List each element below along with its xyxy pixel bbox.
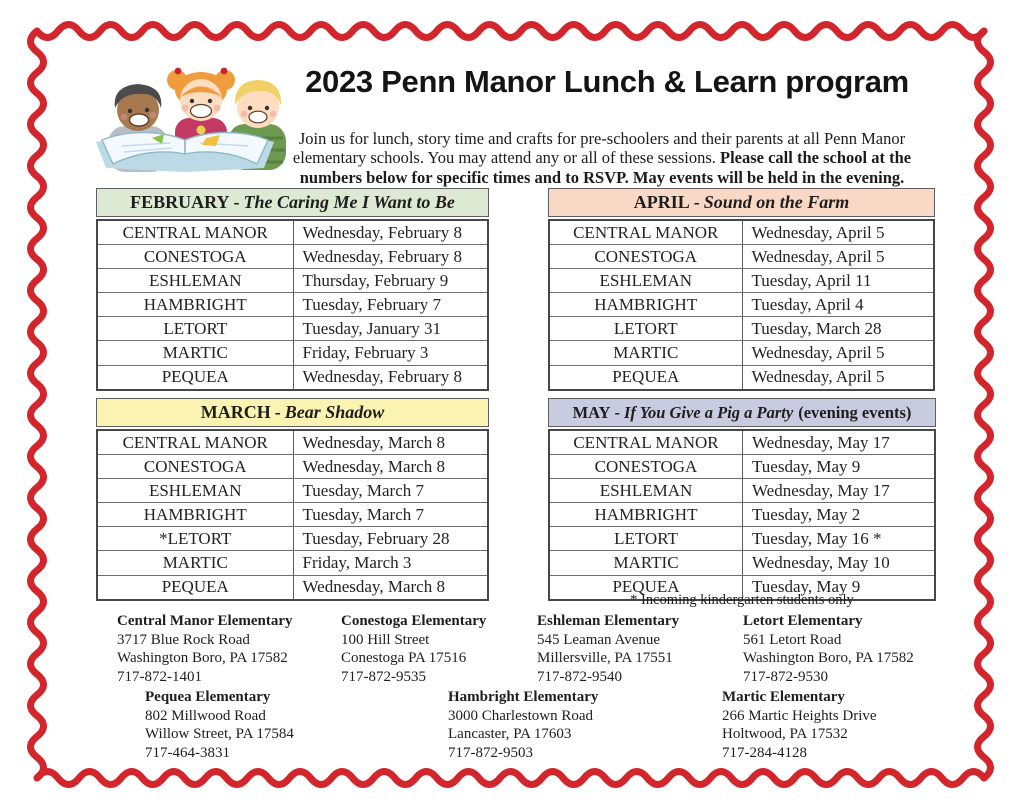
table-row bbox=[98, 221, 487, 244]
school-name: Conestoga Elementary bbox=[341, 613, 487, 629]
school-name-cell: CENTRAL MANOR bbox=[98, 431, 294, 454]
school-street: 3717 Blue Rock Road bbox=[117, 631, 250, 648]
event-date-cell: Tuesday, January 31 bbox=[302, 318, 442, 338]
school-phone: 717-284-4128 bbox=[722, 744, 807, 761]
school-name-cell: PEQUEA bbox=[550, 366, 743, 389]
table-row bbox=[98, 550, 487, 574]
table-row bbox=[98, 268, 487, 292]
march-schedule-table bbox=[96, 398, 489, 601]
school-street: 802 Millwood Road bbox=[145, 707, 266, 724]
event-date-cell: Tuesday, May 9 bbox=[752, 577, 861, 597]
children-reading-illustration bbox=[82, 50, 288, 180]
event-date-cell: Wednesday, April 5 bbox=[751, 367, 885, 387]
april-schedule-rows bbox=[548, 219, 935, 391]
school-name-cell: CENTRAL MANOR bbox=[98, 221, 294, 244]
school-phone: 717-872-9535 bbox=[341, 668, 426, 685]
school-name-cell: CENTRAL MANOR bbox=[550, 221, 743, 244]
school-name-cell: HAMBRIGHT bbox=[98, 503, 294, 526]
event-date-cell: Wednesday, March 8 bbox=[302, 577, 445, 597]
march-table-header bbox=[96, 398, 489, 427]
school-street: 561 Letort Road bbox=[743, 631, 842, 648]
event-date-cell: Tuesday, February 7 bbox=[302, 294, 442, 314]
table-row bbox=[550, 526, 934, 550]
theme-label: The Caring Me I Want to Be bbox=[243, 192, 455, 212]
april-table-header bbox=[548, 188, 935, 217]
school-street: 100 Hill Street bbox=[341, 631, 430, 648]
school-name: Hambright Elementary bbox=[448, 689, 599, 705]
school-name: Eshleman Elementary bbox=[537, 613, 680, 629]
event-date-cell: Thursday, February 9 bbox=[302, 270, 449, 290]
school-name-cell: CONESTOGA bbox=[550, 245, 743, 268]
table-row bbox=[550, 316, 933, 340]
school-phone: 717-872-9503 bbox=[448, 744, 533, 761]
table-row bbox=[550, 268, 933, 292]
table-row bbox=[550, 221, 933, 244]
intro-text bbox=[288, 129, 916, 188]
event-date-cell: Wednesday, May 17 bbox=[752, 480, 890, 500]
school-phone: 717-872-9530 bbox=[743, 668, 828, 685]
event-date-cell: Wednesday, February 8 bbox=[302, 246, 462, 266]
may-table-header bbox=[548, 398, 936, 427]
school-name-cell: ESHLEMAN bbox=[550, 269, 743, 292]
hair-bow bbox=[175, 68, 182, 75]
event-date-cell: Wednesday, April 5 bbox=[751, 246, 885, 266]
table-row bbox=[98, 526, 487, 550]
school-name-cell: CONESTOGA bbox=[550, 455, 743, 478]
table-row bbox=[98, 502, 487, 526]
table-row bbox=[98, 292, 487, 316]
february-table-header bbox=[96, 188, 489, 217]
school-address-pequea bbox=[145, 688, 294, 762]
intro-regular: Join us for lunch, story time and crafts for pre-schoolers and their parents at all Penn Manor elementary schools. You may attend any or all of these sessions. bbox=[292, 128, 906, 167]
february-schedule-rows bbox=[96, 219, 489, 391]
school-name: Letort Elementary bbox=[743, 613, 863, 629]
school-name-cell: LETORT bbox=[98, 317, 294, 340]
school-city: Willow Street, PA 17584 bbox=[145, 726, 294, 742]
event-date-cell: Wednesday, May 17 bbox=[752, 432, 890, 452]
separator: - bbox=[614, 403, 620, 422]
table-row bbox=[550, 244, 933, 268]
school-name-cell: CONESTOGA bbox=[98, 455, 294, 478]
theme-label: Bear Shadow bbox=[284, 402, 385, 422]
event-date-cell: Tuesday, April 4 bbox=[751, 294, 864, 314]
school-street: 545 Leaman Avenue bbox=[537, 631, 661, 648]
school-name-cell: MARTIC bbox=[550, 551, 743, 574]
event-date-cell: Tuesday, April 11 bbox=[751, 270, 872, 290]
school-city: Washington Boro, PA 17582 bbox=[743, 650, 914, 666]
school-name-cell: MARTIC bbox=[98, 341, 294, 364]
school-address-eshleman bbox=[537, 612, 679, 686]
month-label: MARCH bbox=[200, 402, 271, 422]
school-name-cell: CONESTOGA bbox=[98, 245, 294, 268]
event-date-cell: Friday, February 3 bbox=[302, 343, 429, 363]
event-date-cell: Wednesday, April 5 bbox=[751, 343, 885, 363]
table-row bbox=[550, 550, 934, 574]
may-schedule-table bbox=[548, 398, 936, 601]
intro-bold: Please call the school at the numbers below for specific times and to RSVP. May events will be held in the evening. bbox=[299, 148, 912, 187]
month-label: MAY bbox=[572, 403, 611, 422]
event-date-cell: Tuesday, May 16 * bbox=[752, 528, 882, 548]
table-row bbox=[98, 431, 487, 454]
school-street: 3000 Charlestown Road bbox=[448, 707, 593, 724]
separator: - bbox=[233, 192, 240, 212]
page-title: 2023 Penn Manor Lunch & Learn program bbox=[305, 64, 909, 99]
school-name-cell: CENTRAL MANOR bbox=[550, 431, 743, 454]
separator: - bbox=[693, 192, 700, 212]
school-name: Central Manor Elementary bbox=[117, 613, 293, 629]
event-date-cell: Tuesday, February 28 bbox=[302, 528, 450, 548]
event-date-cell: Friday, March 3 bbox=[302, 553, 412, 573]
event-date-cell: Tuesday, March 7 bbox=[302, 504, 425, 524]
school-name-cell: MARTIC bbox=[98, 551, 294, 574]
event-date-cell: Tuesday, May 2 bbox=[752, 504, 861, 524]
event-date-cell: Tuesday, March 28 bbox=[751, 318, 882, 338]
school-name-cell: ESHLEMAN bbox=[550, 479, 743, 502]
table-row bbox=[550, 292, 933, 316]
school-name-cell: ESHLEMAN bbox=[98, 479, 294, 502]
school-city: Conestoga PA 17516 bbox=[341, 650, 467, 666]
event-date-cell: Tuesday, May 9 bbox=[752, 456, 861, 476]
event-date-cell: Wednesday, February 8 bbox=[302, 222, 462, 242]
table-row bbox=[98, 340, 487, 364]
school-name-cell: HAMBRIGHT bbox=[550, 293, 743, 316]
school-city: Lancaster, PA 17603 bbox=[448, 726, 572, 742]
event-date-cell: Wednesday, March 8 bbox=[302, 432, 445, 452]
table-row bbox=[98, 454, 487, 478]
school-name-cell: PEQUEA bbox=[550, 576, 743, 599]
theme-label: If You Give a Pig a Party bbox=[623, 403, 794, 422]
month-label: FEBRUARY bbox=[130, 192, 230, 212]
table-row bbox=[550, 478, 934, 502]
february-schedule-table bbox=[96, 188, 489, 391]
school-phone: 717-464-3831 bbox=[145, 744, 230, 761]
school-street: 266 Martic Heights Drive bbox=[722, 707, 877, 724]
table-row bbox=[98, 365, 487, 389]
school-name-cell: HAMBRIGHT bbox=[550, 503, 743, 526]
month-label: APRIL bbox=[633, 192, 690, 212]
school-address-martic bbox=[722, 688, 877, 762]
school-address-letort bbox=[743, 612, 914, 686]
march-schedule-rows bbox=[96, 429, 489, 601]
table-row bbox=[550, 340, 933, 364]
table-row bbox=[550, 365, 933, 389]
kindergarten-footnote: * Incoming kindergarten students only bbox=[630, 592, 854, 608]
school-phone: 717-872-1401 bbox=[117, 668, 202, 685]
school-name: Pequea Elementary bbox=[145, 689, 271, 705]
table-row bbox=[98, 575, 487, 599]
school-city: Holtwood, PA 17532 bbox=[722, 726, 848, 742]
table-row bbox=[98, 244, 487, 268]
event-date-cell: Wednesday, March 8 bbox=[302, 456, 445, 476]
school-address-conestoga bbox=[341, 612, 486, 686]
school-name-cell: PEQUEA bbox=[98, 366, 294, 389]
school-name-cell: ESHLEMAN bbox=[98, 269, 294, 292]
school-address-hambright bbox=[448, 688, 598, 762]
theme-label: Sound on the Farm bbox=[703, 192, 850, 212]
event-date-cell: Wednesday, April 5 bbox=[751, 222, 885, 242]
school-name-cell: LETORT bbox=[550, 317, 743, 340]
table-row bbox=[550, 502, 934, 526]
school-name-cell: MARTIC bbox=[550, 341, 743, 364]
school-name-cell: LETORT bbox=[550, 527, 743, 550]
header-suffix: (evening events) bbox=[798, 403, 912, 422]
school-name-cell: PEQUEA bbox=[98, 576, 294, 599]
may-schedule-rows bbox=[548, 429, 936, 601]
school-name: Martic Elementary bbox=[722, 689, 845, 705]
school-name-cell: HAMBRIGHT bbox=[98, 293, 294, 316]
separator: - bbox=[274, 402, 281, 422]
school-city: Washington Boro, PA 17582 bbox=[117, 650, 288, 666]
table-row bbox=[98, 316, 487, 340]
school-phone: 717-872-9540 bbox=[537, 668, 622, 685]
table-row bbox=[550, 454, 934, 478]
hair-bow bbox=[221, 68, 228, 75]
school-address-central-manor bbox=[117, 612, 293, 686]
april-schedule-table bbox=[548, 188, 935, 391]
event-date-cell: Wednesday, May 10 bbox=[752, 553, 890, 573]
event-date-cell: Wednesday, February 8 bbox=[302, 367, 462, 387]
table-row bbox=[550, 431, 934, 454]
school-city: Millersville, PA 17551 bbox=[537, 650, 673, 666]
table-row bbox=[98, 478, 487, 502]
school-name-cell: *LETORT bbox=[98, 527, 294, 550]
event-date-cell: Tuesday, March 7 bbox=[302, 480, 425, 500]
